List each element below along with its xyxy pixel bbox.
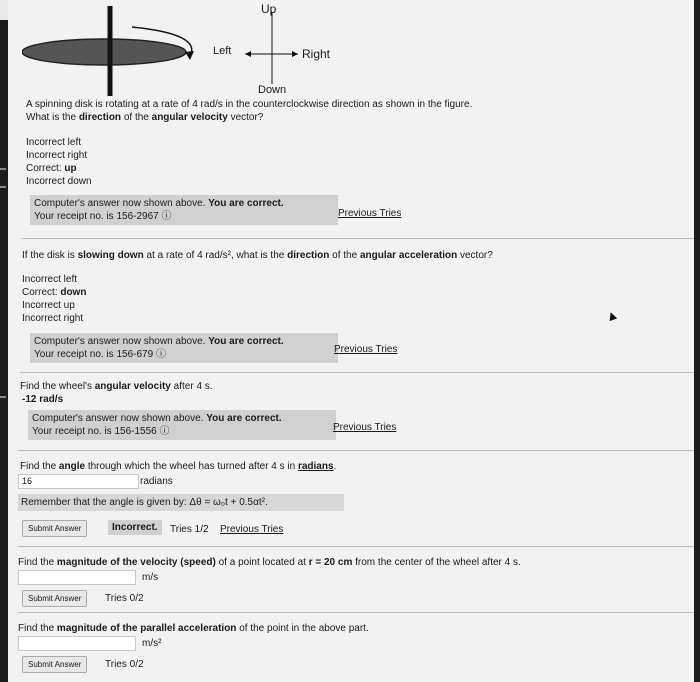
q3-text-pre: Find the wheel's	[20, 381, 92, 392]
margin-marker	[0, 396, 6, 398]
q6-answer-input[interactable]	[18, 636, 136, 651]
q1-status-box	[30, 195, 338, 225]
q3-status-box	[28, 410, 336, 440]
q5-answer-input[interactable]	[18, 570, 136, 585]
q2-option	[22, 286, 86, 299]
problem-page	[8, 0, 694, 682]
q2-status-correct: You are correct.	[208, 336, 284, 347]
q1-correct-label: Correct:	[26, 163, 62, 174]
right-arrowhead	[292, 51, 298, 57]
q2-text-mid2: of the	[332, 250, 358, 261]
q4-text-pre: Find the	[20, 461, 57, 472]
q5-text-mid1: of a point located at	[218, 557, 306, 568]
q4-text-bold2: radians	[297, 461, 334, 472]
q5-text-post: from the center of the wheel after 4 s.	[355, 557, 521, 568]
q6-text-post: of the point in the above part.	[239, 623, 369, 634]
q4-hint-box	[18, 494, 344, 511]
q5-text-pre: Find the	[18, 557, 55, 568]
disk-shape	[22, 39, 186, 65]
left-browser-tab	[0, 0, 8, 20]
q6-text-bold1: magnitude of the parallel acceleration	[56, 623, 237, 634]
q2-status-line: Computer's answer now shown above.	[34, 336, 206, 347]
q4-prompt	[20, 460, 620, 473]
q4-text-post: .	[333, 461, 337, 472]
q2-prompt	[22, 249, 682, 262]
q3-answer: -12 rad/s	[22, 394, 64, 405]
q4-previous-tries-link[interactable]: Previous Tries	[220, 524, 284, 535]
q1-text-line1: A spinning disk is rotating at a rate of 4 rad/s in the counterclockwise direction as shown in the figure.	[26, 99, 473, 110]
q2-option: Incorrect right	[22, 313, 84, 324]
q2-options	[22, 273, 86, 325]
divider	[18, 546, 694, 547]
q6-tries-count: Tries 0/2	[105, 659, 144, 670]
q4-answer-input[interactable]: 16	[18, 474, 139, 489]
q1-prompt	[26, 98, 646, 124]
q2-text-pre: If the disk is	[22, 250, 75, 261]
q2-text-post: vector?	[460, 250, 493, 261]
q4-text-mid: through which the wheel has turned after 4 s in	[87, 461, 296, 472]
q4-text-bold1: angle	[58, 461, 86, 472]
q1-text-line2	[26, 111, 646, 124]
q2-correct-answer: down	[60, 287, 87, 298]
q6-text-pre: Find the	[18, 623, 55, 634]
q2-option: Incorrect up	[22, 300, 75, 311]
rotation-arrowhead	[185, 51, 194, 60]
q3-previous-tries-link[interactable]: Previous Tries	[333, 422, 397, 433]
q5-unit-label: m/s	[142, 572, 159, 583]
margin-marker	[0, 186, 6, 188]
q1-options	[26, 136, 92, 188]
left-label: Left	[213, 45, 232, 57]
q2-text-bold3: angular acceleration	[359, 250, 458, 261]
q1-status-correct: You are correct.	[208, 198, 284, 209]
q3-receipt: Your receipt no. is 156-1556	[32, 426, 157, 437]
info-icon[interactable]: ⓘ	[159, 426, 170, 437]
info-icon[interactable]: ⓘ	[155, 349, 166, 360]
q3-status-line: Computer's answer now shown above.	[32, 413, 204, 424]
q1-receipt: Your receipt no. is 156-2967	[34, 211, 159, 222]
q2-receipt: Your receipt no. is 156-679	[34, 349, 154, 360]
q2-text-mid1: at a rate of 4 rad/s², what is the	[146, 250, 285, 261]
q4-tries-count: Tries 1/2	[170, 524, 209, 535]
q1-text-pre: What is the	[26, 112, 77, 123]
q1-option: Incorrect down	[26, 176, 92, 187]
q5-text-bold1: magnitude of the velocity (speed)	[56, 557, 216, 568]
q1-option	[26, 162, 92, 175]
q4-incorrect-badge: Incorrect.	[108, 520, 162, 535]
q5-submit-answer-button[interactable]: Submit Answer	[22, 590, 87, 607]
divider	[18, 450, 694, 451]
q6-submit-answer-button[interactable]: Submit Answer	[22, 656, 87, 673]
q1-previous-tries-link[interactable]: Previous Tries	[338, 208, 402, 219]
divider	[22, 238, 694, 239]
q3-text-post: after 4 s.	[173, 381, 213, 392]
down-label: Down	[258, 84, 287, 96]
q4-unit-label: radians	[140, 476, 173, 487]
q6-prompt	[18, 622, 678, 635]
q1-text-post: vector?	[230, 112, 264, 123]
up-label: Up	[261, 2, 277, 16]
q1-text-bold2: angular velocity	[151, 112, 228, 123]
divider	[20, 372, 694, 373]
q2-text-bold2: direction	[287, 250, 330, 261]
q1-correct-answer: up	[64, 163, 77, 174]
q5-text-bold2: r = 20 cm	[308, 557, 353, 568]
q2-previous-tries-link[interactable]: Previous Tries	[334, 344, 398, 355]
q2-text-bold1: slowing down	[77, 250, 144, 261]
divider	[18, 612, 694, 613]
q2-status-box	[30, 333, 338, 363]
q4-hint-text: Remember that the angle is given by: Δθ = ω₀t + 0.5αt².	[21, 497, 268, 508]
q1-status-line: Computer's answer now shown above.	[34, 198, 206, 209]
q2-option: Incorrect left	[22, 274, 78, 285]
left-arrowhead	[245, 51, 251, 57]
info-icon[interactable]: ⓘ	[161, 211, 172, 222]
q5-prompt	[18, 556, 678, 569]
q6-unit-label: m/s²	[142, 638, 162, 649]
mouse-cursor-icon	[607, 311, 617, 321]
right-label: Right	[302, 47, 331, 61]
margin-marker	[0, 168, 6, 170]
q3-text-bold1: angular velocity	[94, 381, 171, 392]
q5-tries-count: Tries 0/2	[105, 593, 144, 604]
q1-text-mid: of the	[123, 112, 149, 123]
q1-option: Incorrect right	[26, 150, 88, 161]
q4-submit-answer-button[interactable]: Submit Answer	[22, 520, 87, 537]
q1-text-bold1: direction	[78, 112, 122, 123]
q3-status-correct: You are correct.	[206, 413, 282, 424]
q3-prompt	[20, 380, 213, 393]
q1-option: Incorrect left	[26, 137, 82, 148]
q2-correct-label: Correct:	[22, 287, 58, 298]
